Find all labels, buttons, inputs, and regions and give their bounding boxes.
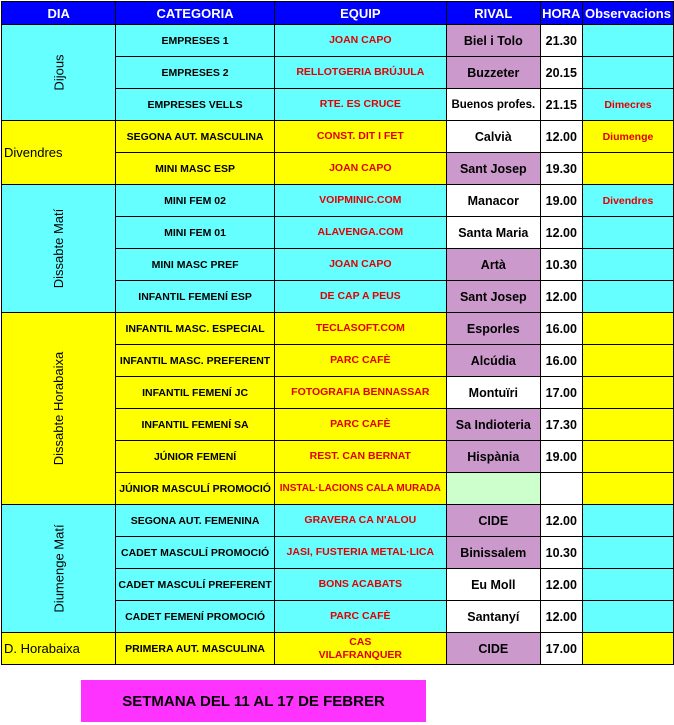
rival-cell: Artà bbox=[446, 249, 540, 281]
observacions-cell bbox=[582, 25, 673, 57]
categoria-cell: CADET MASCULÍ PROMOCIÓ bbox=[116, 537, 274, 569]
observacions-cell bbox=[582, 57, 673, 89]
observacions-cell: Divendres bbox=[582, 185, 673, 217]
table-row bbox=[2, 633, 674, 665]
categoria-cell: INFANTIL FEMENÍ SA bbox=[116, 409, 274, 441]
rival-cell: Santa Maria bbox=[446, 217, 540, 249]
day-label: Dissabte Matí bbox=[51, 208, 67, 289]
rival-cell: CIDE bbox=[446, 633, 540, 665]
rival-cell: Alcúdia bbox=[446, 345, 540, 377]
hora-cell: 19.30 bbox=[540, 153, 582, 185]
categoria-cell: CADET MASCULÍ PREFERENT bbox=[116, 569, 274, 601]
hora-cell: 12.00 bbox=[540, 505, 582, 537]
header-dia: DIA bbox=[2, 2, 116, 25]
hora-cell: 21.30 bbox=[540, 25, 582, 57]
hora-cell: 21.15 bbox=[540, 89, 582, 121]
observacions-cell bbox=[582, 153, 673, 185]
rival-cell: Santanyí bbox=[446, 601, 540, 633]
equip-cell: JASI, FUSTERIA METAL·LICA bbox=[274, 537, 446, 569]
rival-cell: Binissalem bbox=[446, 537, 540, 569]
categoria-cell: PRIMERA AUT. MASCULINA bbox=[116, 633, 274, 665]
categoria-cell: CADET FEMENÍ PROMOCIÓ bbox=[116, 601, 274, 633]
hora-cell bbox=[540, 473, 582, 505]
day-cell-dijous bbox=[2, 25, 116, 121]
equip-cell: CONST. DIT I FET bbox=[274, 121, 446, 153]
observacions-cell bbox=[582, 217, 673, 249]
rival-cell: Sant Josep bbox=[446, 153, 540, 185]
equip-cell: JOAN CAPO bbox=[274, 153, 446, 185]
table-row bbox=[2, 25, 674, 57]
hora-cell: 16.00 bbox=[540, 313, 582, 345]
categoria-cell: EMPRESES 2 bbox=[116, 57, 274, 89]
equip-cell: FOTOGRAFIA BENNASSAR bbox=[274, 377, 446, 409]
hora-cell: 10.30 bbox=[540, 249, 582, 281]
categoria-cell: INFANTIL FEMENÍ ESP bbox=[116, 281, 274, 313]
rival-cell: Manacor bbox=[446, 185, 540, 217]
hora-cell: 20.15 bbox=[540, 57, 582, 89]
equip-cell: DE CAP A PEUS bbox=[274, 281, 446, 313]
rival-cell: Sa Indioteria bbox=[446, 409, 540, 441]
categoria-cell: INFANTIL FEMENÍ JC bbox=[116, 377, 274, 409]
rival-cell: Sant Josep bbox=[446, 281, 540, 313]
equip-cell: REST. CAN BERNAT bbox=[274, 441, 446, 473]
categoria-cell: MINI MASC ESP bbox=[116, 153, 274, 185]
observacions-cell bbox=[582, 633, 673, 665]
rival-cell: Montuïri bbox=[446, 377, 540, 409]
table-row bbox=[2, 121, 674, 153]
observacions-cell: Diumenge bbox=[582, 121, 673, 153]
observacions-cell bbox=[582, 537, 673, 569]
observacions-cell bbox=[582, 569, 673, 601]
rival-cell: CIDE bbox=[446, 505, 540, 537]
week-banner: SETMANA DEL 11 AL 17 DE FEBRER bbox=[81, 680, 426, 722]
observacions-cell bbox=[582, 505, 673, 537]
categoria-cell: SEGONA AUT. MASCULINA bbox=[116, 121, 274, 153]
header-hora: HORA bbox=[540, 2, 582, 25]
hora-cell: 19.00 bbox=[540, 185, 582, 217]
equip-cell: PARC CAFÈ bbox=[274, 601, 446, 633]
header-row bbox=[2, 2, 674, 25]
equip-cell: PARC CAFÈ bbox=[274, 409, 446, 441]
hora-cell: 12.00 bbox=[540, 281, 582, 313]
observacions-cell bbox=[582, 601, 673, 633]
categoria-cell: INFANTIL MASC. ESPECIAL bbox=[116, 313, 274, 345]
categoria-cell: JÚNIOR FEMENÍ bbox=[116, 441, 274, 473]
hora-cell: 12.00 bbox=[540, 569, 582, 601]
hora-cell: 17.00 bbox=[540, 377, 582, 409]
rival-cell bbox=[446, 473, 540, 505]
hora-cell: 16.00 bbox=[540, 345, 582, 377]
categoria-cell: MINI MASC PREF bbox=[116, 249, 274, 281]
rival-cell: Buenos profes. bbox=[446, 89, 540, 121]
equip-cell: VOIPMINIC.COM bbox=[274, 185, 446, 217]
rival-cell: Calvià bbox=[446, 121, 540, 153]
rival-cell: Eu Moll bbox=[446, 569, 540, 601]
hora-cell: 17.30 bbox=[540, 409, 582, 441]
rival-cell: Buzzeter bbox=[446, 57, 540, 89]
rival-cell: Esporles bbox=[446, 313, 540, 345]
hora-cell: 10.30 bbox=[540, 537, 582, 569]
hora-cell: 12.00 bbox=[540, 217, 582, 249]
day-label: Diumenge Matí bbox=[51, 524, 67, 613]
hora-cell: 17.00 bbox=[540, 633, 582, 665]
categoria-cell: EMPRESES VELLS bbox=[116, 89, 274, 121]
rival-cell: Hispània bbox=[446, 441, 540, 473]
observacions-cell bbox=[582, 441, 673, 473]
categoria-cell: MINI FEM 01 bbox=[116, 217, 274, 249]
equip-cell: BONS ACABATS bbox=[274, 569, 446, 601]
day-cell-divendres: Divendres bbox=[2, 121, 116, 185]
categoria-cell: MINI FEM 02 bbox=[116, 185, 274, 217]
observacions-cell bbox=[582, 313, 673, 345]
observacions-cell bbox=[582, 377, 673, 409]
equip-cell: RELLOTGERIA BRÚJULA bbox=[274, 57, 446, 89]
header-categoria: CATEGORIA bbox=[116, 2, 274, 25]
categoria-cell: JÚNIOR MASCULÍ PROMOCIÓ bbox=[116, 473, 274, 505]
rival-cell: Biel i Tolo bbox=[446, 25, 540, 57]
observacions-cell bbox=[582, 345, 673, 377]
observacions-cell bbox=[582, 281, 673, 313]
equip-cell: JOAN CAPO bbox=[274, 249, 446, 281]
hora-cell: 12.00 bbox=[540, 601, 582, 633]
day-label: Dijous bbox=[51, 54, 67, 91]
observacions-cell bbox=[582, 249, 673, 281]
observacions-cell: Dimecres bbox=[582, 89, 673, 121]
equip-cell: RTE. ES CRUCE bbox=[274, 89, 446, 121]
equip-cell: JOAN CAPO bbox=[274, 25, 446, 57]
day-label: Dissabte Horabaixa bbox=[51, 351, 67, 466]
header-rival: RIVAL bbox=[446, 2, 540, 25]
equip-cell: PARC CAFÈ bbox=[274, 345, 446, 377]
observacions-cell bbox=[582, 409, 673, 441]
equip-cell: CAS VILAFRANQUER bbox=[274, 633, 446, 665]
schedule-table bbox=[1, 1, 674, 665]
header-equip: EQUIP bbox=[274, 2, 446, 25]
day-cell-d-horabaixa: D. Horabaixa bbox=[2, 633, 116, 665]
day-cell-dissabte-mati bbox=[2, 185, 116, 313]
observacions-cell bbox=[582, 473, 673, 505]
table-row bbox=[2, 505, 674, 537]
equip-cell: ALAVENGA.COM bbox=[274, 217, 446, 249]
categoria-cell: SEGONA AUT. FEMENINA bbox=[116, 505, 274, 537]
table-row bbox=[2, 313, 674, 345]
hora-cell: 12.00 bbox=[540, 121, 582, 153]
equip-cell: TECLASOFT.COM bbox=[274, 313, 446, 345]
categoria-cell: INFANTIL MASC. PREFERENT bbox=[116, 345, 274, 377]
hora-cell: 19.00 bbox=[540, 441, 582, 473]
table-row bbox=[2, 185, 674, 217]
equip-cell: GRAVERA CA N'ALOU bbox=[274, 505, 446, 537]
equip-cell: INSTAL·LACIONS CALA MURADA bbox=[274, 473, 446, 505]
header-observacions: Observacions bbox=[582, 2, 673, 25]
categoria-cell: EMPRESES 1 bbox=[116, 25, 274, 57]
day-cell-diumenge-mati bbox=[2, 505, 116, 633]
day-cell-dissabte-horabaixa bbox=[2, 313, 116, 505]
